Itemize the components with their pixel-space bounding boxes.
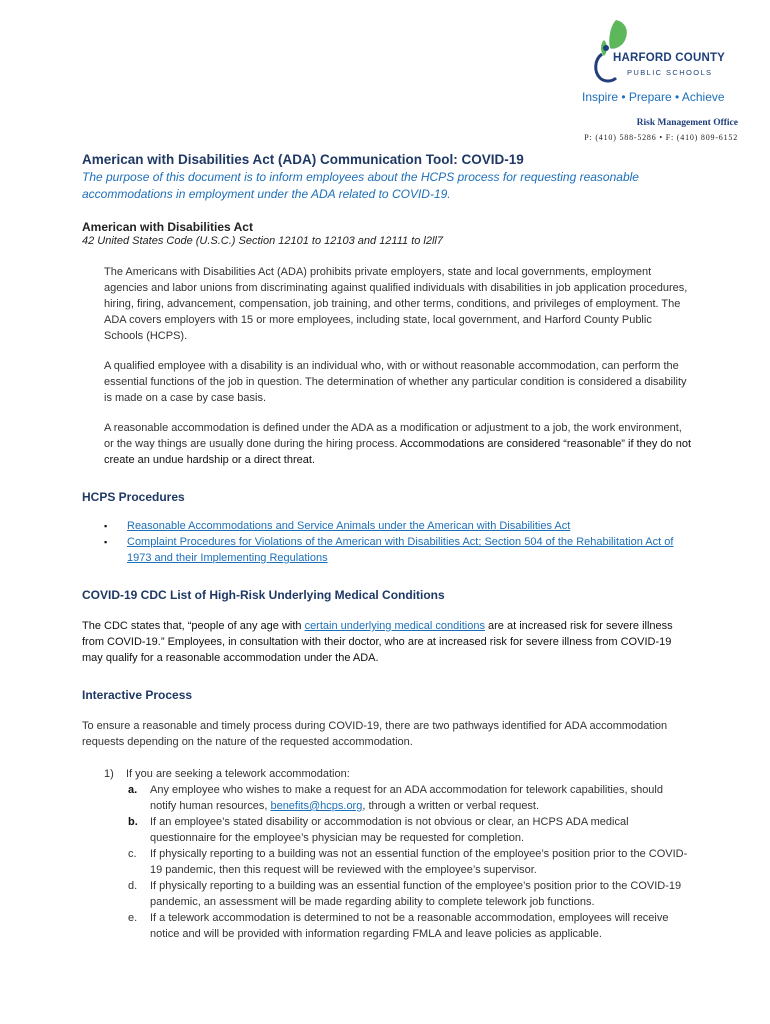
ada-citation: 42 United States Code (U.S.C.) Section 12101 to 12103 and 12111 to l2ll7 [82, 235, 443, 247]
cdc-conditions-link[interactable]: certain underlying medical conditions [304, 620, 485, 632]
office-phone: P: (410) 588-5286 • F: (410) 809-6152 [584, 133, 738, 142]
interactive-paragraph: To ensure a reasonable and timely process during COVID-19, there are two pathways identified for ADA accommodation requests depending on the nature of the requested accommodation. [82, 720, 668, 748]
ada-paragraph-3 [104, 420, 692, 468]
ada-paragraph-3a: A reasonable accommodation is defined under the ADA as a modification or adjustment to a job, the work environment, or the way things are usually done during the hiring process. [104, 422, 682, 450]
item-letter: d. [128, 880, 138, 892]
document-body [82, 150, 692, 942]
tagline-inspire: Inspire [582, 90, 619, 104]
cdc-heading: COVID-19 CDC List of High-Risk Underlying Medical Conditions [82, 588, 445, 602]
cdc-text-post: are at increased risk for severe illness from COVID-19.” Employees, in consultation with their doctor, who are at increased risk for severe illness from COVID-19 may qualify for a reasonable accommodation under the ADA. [82, 620, 673, 664]
cdc-text-pre: The CDC states that, “people of any age with [82, 620, 305, 632]
ada-heading: American with Disabilities Act [82, 220, 253, 234]
item-text: , through a written or verbal request. [362, 800, 540, 812]
item-letter: c. [128, 848, 137, 860]
cdc-paragraph [82, 618, 692, 666]
item-letter: a. [128, 784, 138, 796]
telework-sub-list [82, 782, 692, 942]
list-item [104, 518, 692, 534]
ada-description [82, 264, 692, 468]
hcps-logo [582, 18, 742, 106]
leaf-icon [590, 18, 630, 84]
list-item [104, 534, 692, 566]
procedure-link-accommodations[interactable]: Reasonable Accommodations and Service Animals under the American with Disabilities Act [127, 520, 571, 532]
logo-tagline [582, 90, 725, 104]
ada-paragraph-1: The Americans with Disabilities Act (ADA) prohibits private employers, state and local governments, employment agencies and labor unions from discriminating against qualified individuals with disabilities in job application procedures, hiring, firing, advancement, compensation, job training, and other terms, conditions, and privileges of employment. The ADA covers employers with 15 or more employees, including state, local government, and Harford County Public Schools (HCPS). [104, 266, 688, 342]
telework-item [82, 766, 692, 782]
list-item [128, 814, 692, 846]
logo-name: HARFORD COUNTY [613, 52, 726, 64]
item-text: Any employee who wishes to make a request for an ADA accommodation for telework capabilities, should notify human resources, [150, 784, 663, 812]
tagline-achieve: Achieve [681, 90, 725, 104]
logo-subtitle: PUBLIC SCHOOLS [627, 68, 713, 77]
procedure-link-complaints[interactable]: Complaint Procedures for Violations of the American with Disabilities Act; Section 504 of the Rehabilitation Act of 1973 and their Implementing Regulations [127, 536, 674, 564]
item-letter: b. [128, 816, 138, 828]
item-text: If physically reporting to a building was an essential function of the employee’s position prior to the COVID-19 pandemic, an assessment will be made regarding ability to complete telework job functions. [150, 880, 682, 908]
list-item [128, 910, 692, 942]
benefits-email-link[interactable]: benefits@hcps.org [270, 800, 363, 812]
bullet-icon: ▪ [104, 521, 108, 531]
list-item [128, 846, 692, 878]
item-text: If an employee’s stated disability or accommodation is not obvious or clear, an HCPS ADA medical questionnaire for the employee’s physician may be requested for completion. [150, 816, 629, 844]
list-item [128, 878, 692, 910]
tagline-prepare: Prepare [628, 90, 672, 104]
item-text: If physically reporting to a building was not an essential function of the employee’s position prior to the COVID-19 pandemic, then this request will be reviewed with the employee’s supervisor. [150, 848, 688, 876]
item-letter: e. [128, 912, 138, 924]
document-title: American with Disabilities Act (ADA) Communication Tool: COVID-19 [82, 152, 524, 167]
purpose-statement: The purpose of this document is to inform employees about the HCPS process for requesting reasonable accommodations in employment under the ADA related to COVID-19. [82, 170, 639, 201]
tagline-bullet: • [674, 90, 680, 104]
item-text: If a telework accommodation is determined to not be a reasonable accommodation, employees will receive notice and will be provided with information regarding FMLA and leave policies as applicable. [150, 912, 669, 940]
bullet-icon: ▪ [104, 537, 108, 547]
tagline-bullet: • [621, 90, 626, 104]
list-item [128, 782, 692, 814]
ada-paragraph-2: A qualified employee with a disability is an individual who, with or without reasonable accommodation, can perform the essential functions of the job in question. The determination of whether any particular condition is considered a disability is made on a case by case basis. [104, 360, 687, 404]
procedures-list [82, 518, 692, 566]
item-number: 1) [104, 768, 114, 780]
interactive-heading: Interactive Process [82, 688, 193, 702]
item-text: If you are seeking a telework accommodation: [126, 768, 350, 780]
procedures-heading: HCPS Procedures [82, 490, 185, 504]
ada-paragraph-3b: Accommodations are considered “reasonable” if they do not create an undue hardship or a direct threat. [104, 438, 692, 466]
office-name: Risk Management Office [636, 118, 738, 128]
